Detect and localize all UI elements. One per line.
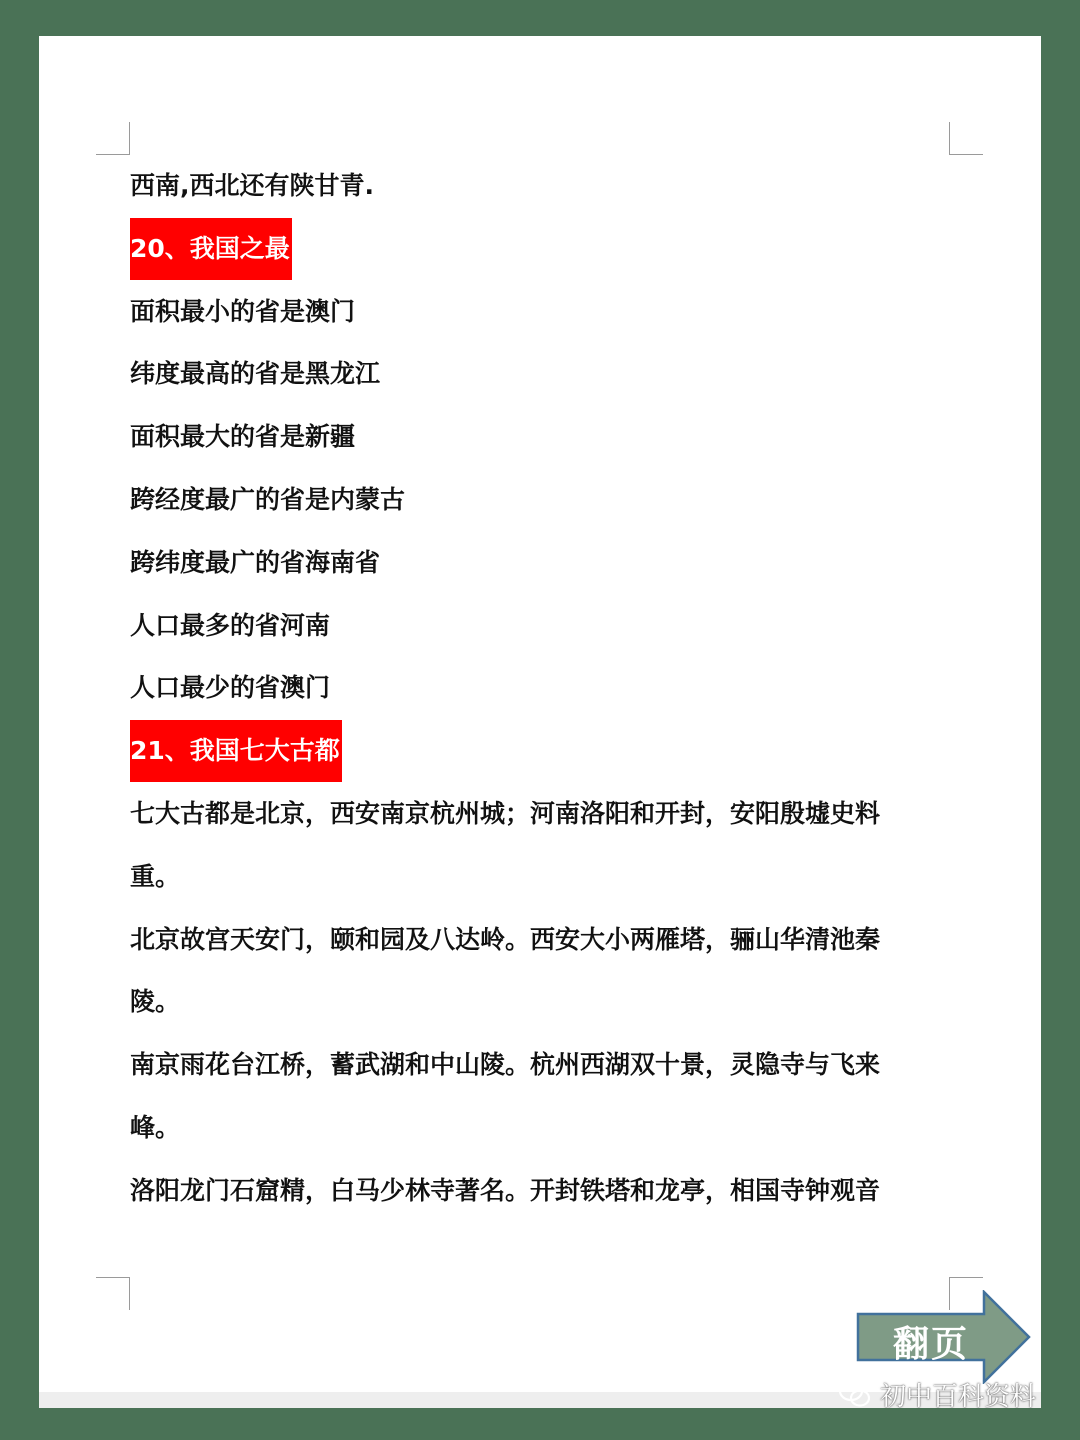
- body-line: [130, 532, 960, 595]
- body-line-text: 面积最大的省是新疆: [130, 422, 356, 452]
- watermark-text: 初中百科资料: [880, 1381, 1037, 1412]
- body-line-text: 南京雨花台江桥，蓄武湖和中山陵。杭州西湖双十景，灵隐寺与飞来: [130, 1050, 881, 1080]
- body-line: [130, 783, 960, 846]
- body-line-text: 西南,西北还有陕甘青.: [130, 171, 374, 200]
- body-line: [130, 1034, 960, 1097]
- body-line: [130, 406, 960, 469]
- body-line: [130, 469, 960, 532]
- body-line: [130, 1097, 960, 1160]
- document-body: [130, 155, 960, 1223]
- body-line: [130, 343, 960, 406]
- body-line-text: 峰。: [130, 1112, 181, 1142]
- body-line-text: 北京故宫天安门，颐和园及八达岭。西安大小两雁塔，骊山华清池秦: [130, 924, 881, 954]
- body-line: [130, 846, 960, 909]
- body-line: [130, 1160, 960, 1223]
- next-page-label: 翻页: [892, 1324, 969, 1365]
- wechat-icon: [838, 1379, 872, 1409]
- body-line: [130, 971, 960, 1034]
- body-line: [130, 281, 960, 344]
- body-line: [130, 657, 960, 720]
- body-line-text: 重。: [130, 861, 181, 891]
- body-line-text: 人口最多的省河南: [130, 610, 331, 640]
- body-line-text: 面积最小的省是澳门: [130, 296, 356, 326]
- section-heading: [130, 720, 960, 783]
- body-line-text: 纬度最高的省是黑龙江: [130, 359, 381, 389]
- body-line-text: 洛阳龙门石窟精，白马少林寺著名。开封铁塔和龙亭，相国寺钟观音: [130, 1175, 881, 1205]
- body-line: [130, 909, 960, 972]
- section-heading-text: 20、我国之最: [130, 218, 292, 280]
- body-line-text: 跨经度最广的省是内蒙古: [130, 484, 406, 514]
- body-line: [130, 595, 960, 658]
- section-heading: [130, 218, 960, 281]
- body-line-text: 跨纬度最广的省海南省: [130, 547, 381, 577]
- body-line-text: 人口最少的省澳门: [130, 673, 331, 703]
- body-line: [130, 155, 960, 218]
- body-line-text: 陵。: [130, 987, 181, 1017]
- next-page-button[interactable]: [856, 1290, 1032, 1384]
- section-heading-text: 21、我国七大古都: [130, 720, 342, 782]
- body-line-text: 七大古都是北京，西安南京杭州城；河南洛阳和开封，安阳殷墟史料: [130, 798, 881, 828]
- watermark: [838, 1374, 1036, 1414]
